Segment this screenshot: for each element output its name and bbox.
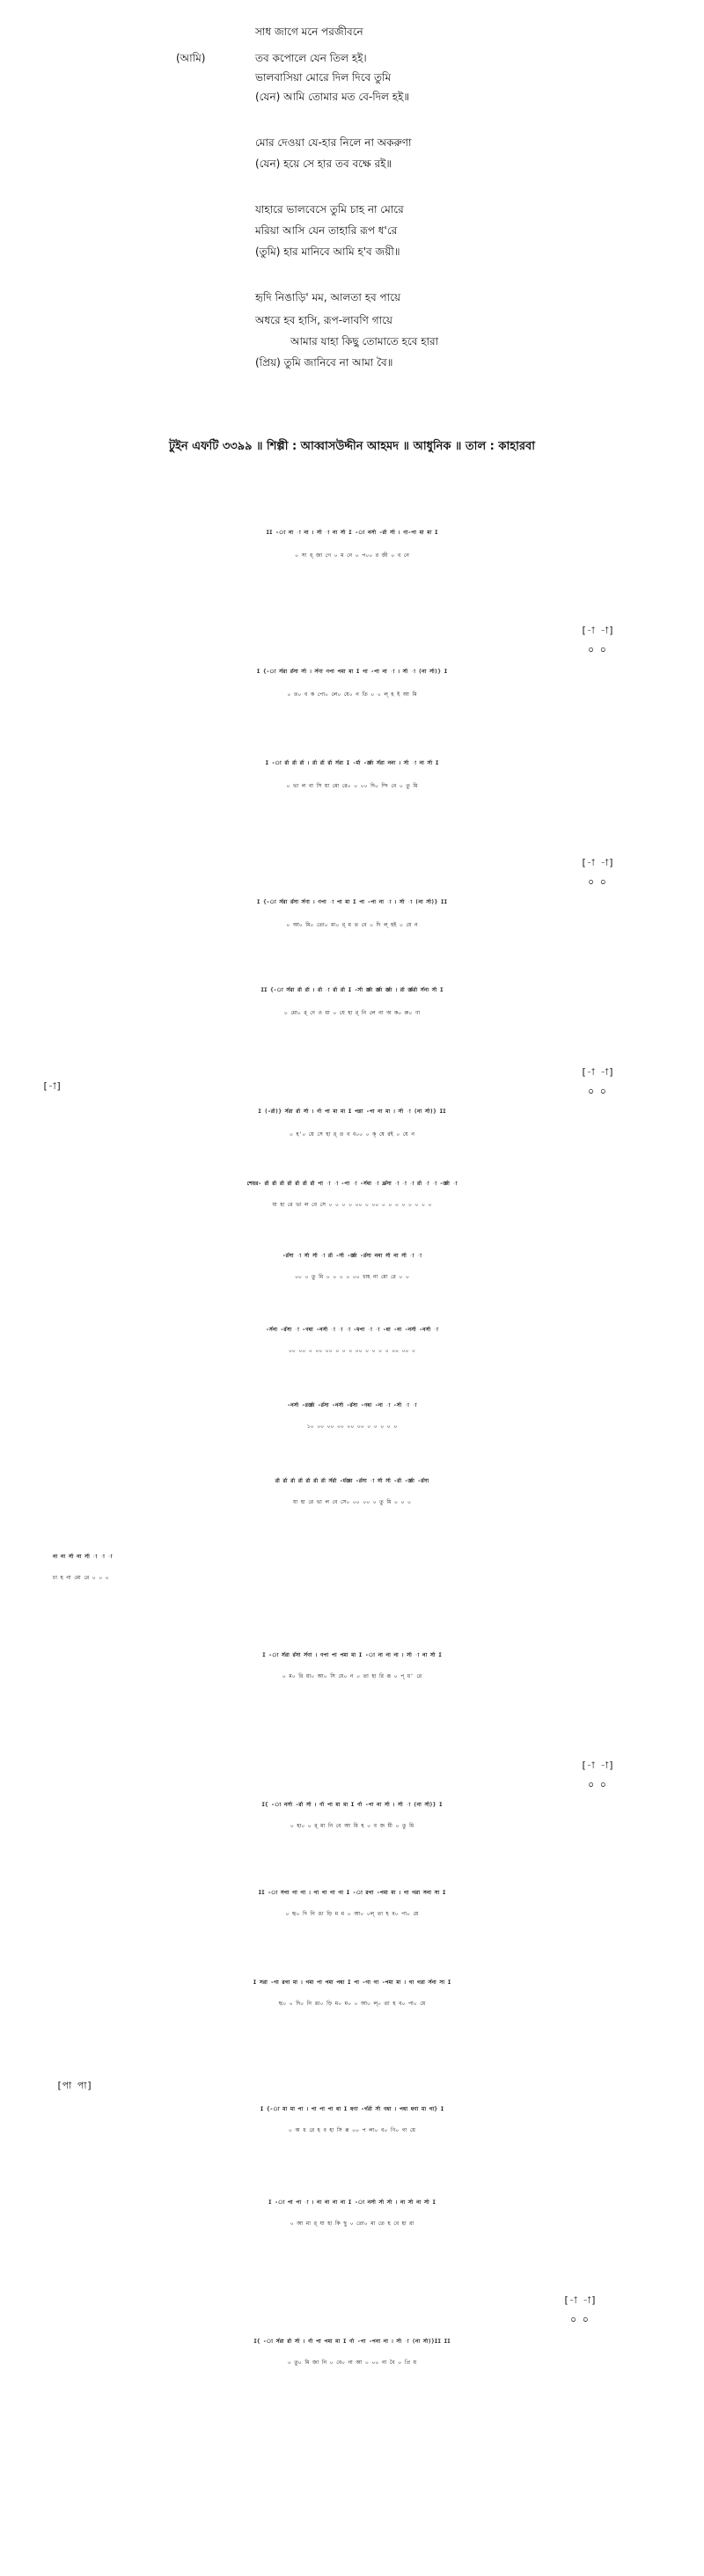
swara-line: I -া পা পা -া । না না না না I -া নর্সা র্সা র্সা । না র্সা না র্সা I: [268, 2199, 436, 2206]
bani-line: ০ তু০ মি জা নি ০ বে০ না আ ০ ০০ না বৈ ০ প্রি য়: [287, 2360, 417, 2366]
bani-line: ০ আ মা র্ যা হা কি ছু ০ তো০ মা তে হ বে হা রা: [290, 2221, 414, 2227]
bani-line: যা হা রে ভা ল বে সে০ ০০ ০০ ০ তু মি ০ ০ ০: [293, 1499, 411, 1505]
lyric-line: মোর দেওয়া যে-হার নিলে না অকরুণা: [255, 136, 412, 149]
record-header: টুইন এফটি ৩৩৯৯ ॥ শিল্পী : আব্বাসউদ্দীন আহমদ ॥ আধুনিক ॥ তাল : কাহারবা: [168, 440, 536, 453]
swara-line: II {-া র্সরা র্রা র্রা । র্রা -া র্রা র্রা I -র্সা র্জ্ঞা র্জ্ঞা র্জ্ঞা । র্রা র্জ্ঞর্রা র্সনা র্সা I: [260, 987, 444, 993]
lyric-line: সাধ জাগে মনে পরজীবনে: [255, 26, 363, 38]
swara-line: -র্সনা -র্রসা -া -ণধা -নর্সা -া -া -া -মপা -া -া -ধা -না -নর্সা -নর্সা -া: [266, 1327, 438, 1333]
bani-line: ০ আ০ মি০ তো০ মা০ র্ ম ত বে ০ দি ল্ হই ০ যে ন: [286, 922, 418, 928]
lyric-line: ভালবাসিয়া মোরে দিল দিবে তুমি: [255, 71, 392, 84]
variation-mark: [-া -া]: [581, 1066, 614, 1078]
lyric-line: অধরে হব হাসি, রূপ-লাবণি গায়ে: [255, 314, 392, 326]
lyric-line: যাহারে ভালবেসে তুমি চাহ না মোরে: [255, 203, 404, 216]
swara-line: II -া সগা গা গা । গা গা গা গা I -া রগা -পমা মা । গা গরা সনা সা I: [258, 1890, 446, 1896]
bani-line: ০ সা ধ্ জা গে ০ ম নে ০ প০০ র জী ০ ব নে: [295, 553, 409, 559]
lyric-line: তব কপোলে যেন তিল হই।: [255, 52, 367, 64]
variation-mark: [-া -া]: [581, 1760, 614, 1771]
bani-line: ০ হ'০ য়ে সে হা র্ ত ব ব০০ ০ ক্ ষে রই ০ যে ন: [290, 1131, 414, 1138]
variation-mark: ০ ০: [588, 1086, 606, 1097]
bani-line: ০ ত০ ব ক পো০ লে০ যে০ ন তি ০ ০ ল্ হ ই আ মি: [287, 692, 417, 698]
lyric-line: মরিয়া আসি যেন তাহারি রূপ ধ'রে: [255, 224, 398, 237]
variation-mark: [-া -া]: [581, 857, 614, 868]
variation-mark: ০ ০: [588, 1779, 606, 1790]
bani-line: হৃ০ ০ দি০ নি ঙা০ ড়ি ম০ ম০ ০ আ০ ল্০ তা হ ব০ পা০ য়ে: [278, 2001, 426, 2007]
bani-line: চা হ না মো রে ০ ০ ০: [53, 1575, 109, 1581]
swara-line: না না র্সা না র্সা -া -া -া: [53, 1554, 113, 1560]
swara-line: I{ -া নর্সা -র্রা র্সা । র্ণা পা মা মা I র্ণা -পা না র্সা । র্সা -া (না র্সা)} I: [261, 1802, 443, 1808]
bani-line: ০ হৃ০ দি নি ঙা ড়ি ম ম ০ আ০ ০ল্ তা হ ব০ পা০ য়ে: [285, 1911, 419, 1917]
variation-mark: [পা পা]: [56, 2080, 93, 2091]
bani-line: ০০ ০০ ০ ০০ ০০ ০ ০ ০ ০০ ০ ০ ০ ০ ০০ ০০ ০: [289, 1348, 415, 1354]
lyric-prefix-ami: (আমি): [176, 52, 206, 64]
lyric-line: (প্রিয়) তুমি জানিবে না আমা বৈ॥: [255, 356, 393, 369]
swara-line: শেয়র- র্রা র্রা র্রা র্রা র্রা র্রা র্রা পা -া -া -পা -া -র্সধা -া র্ঝ্রসা -া -া -া র্রা -া -া -র্জ্ঞা -া: [246, 1181, 458, 1187]
variation-mark: [-া -া]: [563, 2294, 597, 2306]
lyric-line: হৃদি নিঙাড়ি' মম, আলতা হব পায়ে: [255, 291, 401, 304]
variation-mark: ০ ০: [588, 644, 606, 655]
lyric-line: (যেন) হয়ে সে হার তব বক্ষে রই॥: [255, 157, 392, 170]
swara-line: র্রা র্রা র্রা র্রা র্রা র্রা র্রা র্সর্রা -র্মজ্ঞা -র্রসা -া র্সা র্সা -র্রা -র্জ্ঞা -র্রসা: [275, 1478, 429, 1484]
swara-line: I -া র্সরা র্রসা র্সণা । ণপা পা পমা মা I -া না না না । র্সা -া না র্সা I: [262, 1652, 442, 1658]
variation-mark: [-া]: [42, 1080, 62, 1092]
bani-line: ০ ভা ল বা সি য়া মো রে০ ০ ০০ দি০ ল্দি বে ০ তু মি: [286, 783, 418, 789]
bani-line: ০ অ ধ রে হ ব হা সি রূ ০০ প লা০ ব০ ণি০ গা য়ে: [289, 2127, 415, 2133]
swara-line: I{ -া র্সরা র্রা র্সা । র্ণা পা পমা মা I র্ণা -পা -পনা না । র্সা -া (না র্সা)}II II: [253, 2338, 451, 2345]
bani-line: যা হা রে ভা ল বে সে ০ ০ ০ ০ ০০ ০ ০০ ০ ০ ০ ০ ০ ০ ০ ০: [272, 1202, 432, 1208]
swara-line: I {-া মা মা পা । পা পা পা ধা I ধণা -র্গর্রা র্সা ণধা । পধা ধণা মা গা} I: [260, 2106, 444, 2112]
variation-mark: [-া -া]: [581, 625, 614, 636]
swara-line: I (-র্রা)} র্সরা র্রা র্সা । র্ণা পা মা মা I পণ্ণা -পা না মা । র্সা -া (না র্সা)} II: [258, 1109, 446, 1115]
swara-line: -নর্সা -রর্জ্ঞা -র্রসা -নর্সা -র্রসা -ণধা -না -া -র্সা -া -া: [287, 1402, 417, 1409]
bani-line: ০ মো০ র্ দে ও য়া ০ যে হা র্ নি লে না অ ক০ রু০ ণা: [283, 1010, 421, 1016]
swara-line: II -া না -া না । র্সা -া না র্সা I -া নর্সা -র্রা র্সা । ণা-পা মা মা I: [266, 530, 438, 536]
swara-line: I সরা -গা রগা মা । গমা পা পমা পধা I পা -গা গা -পমা মা । গা গরা র্সনা সা I: [253, 1980, 451, 1986]
bani-line: ০ ম০ রি য়া০ আ০ সি যে০ ন ০ তা হা রি রূ ০ প্ ধ' রে: [282, 1673, 422, 1680]
bani-line: ০ হা০ ০ র্ মা নি বে আ মি হ ০ ব জ য়ী ০ তু মি: [290, 1823, 414, 1829]
lyric-line: (তুমি) হার মানিবে আমি হ'ব জয়ী॥: [255, 245, 400, 258]
lyric-line: (যেন) আমি তোমার মত বে-দিল হই॥: [255, 91, 410, 103]
swara-line: I {-া র্সরা র্রসা র্সণা । ণপা -া পা মা I পা -পা না -া । র্সা -া (না র্সা)} II: [256, 899, 448, 905]
variation-mark: ০ ০: [570, 2314, 589, 2325]
swara-line: I {-া র্সরা র্রসা র্সা । র্সণা ণপা পমা মা I গা -পা না -া । র্সা -া (না র্সা)} I: [256, 669, 448, 675]
bani-line: ০০ ০ তু মি ০ ০ ০ ০ ০০ চাহ না মো রে ০ ০: [295, 1274, 409, 1280]
bani-line: ১০ ০০ ০০ ০০ ০০ ০০ ০ ০ ০ ০ ০: [306, 1423, 398, 1430]
swara-line: -র্রসা -া র্সা র্সা -া র্রা -র্সা -র্জ্ঞা -র্রসা ননা র্সা না র্সা -া -া: [282, 1253, 422, 1259]
swara-line: I -া র্রা র্রা র্রা । র্রা র্রা র্রা র্সরা I -র্মা -র্জ্ঞা র্সরা ননা । র্সা -া না র্সা I: [265, 760, 439, 766]
variation-mark: ০ ০: [588, 876, 606, 888]
lyric-line: আমার যাহা কিছু তোমাতে হবে হারা: [290, 335, 439, 348]
